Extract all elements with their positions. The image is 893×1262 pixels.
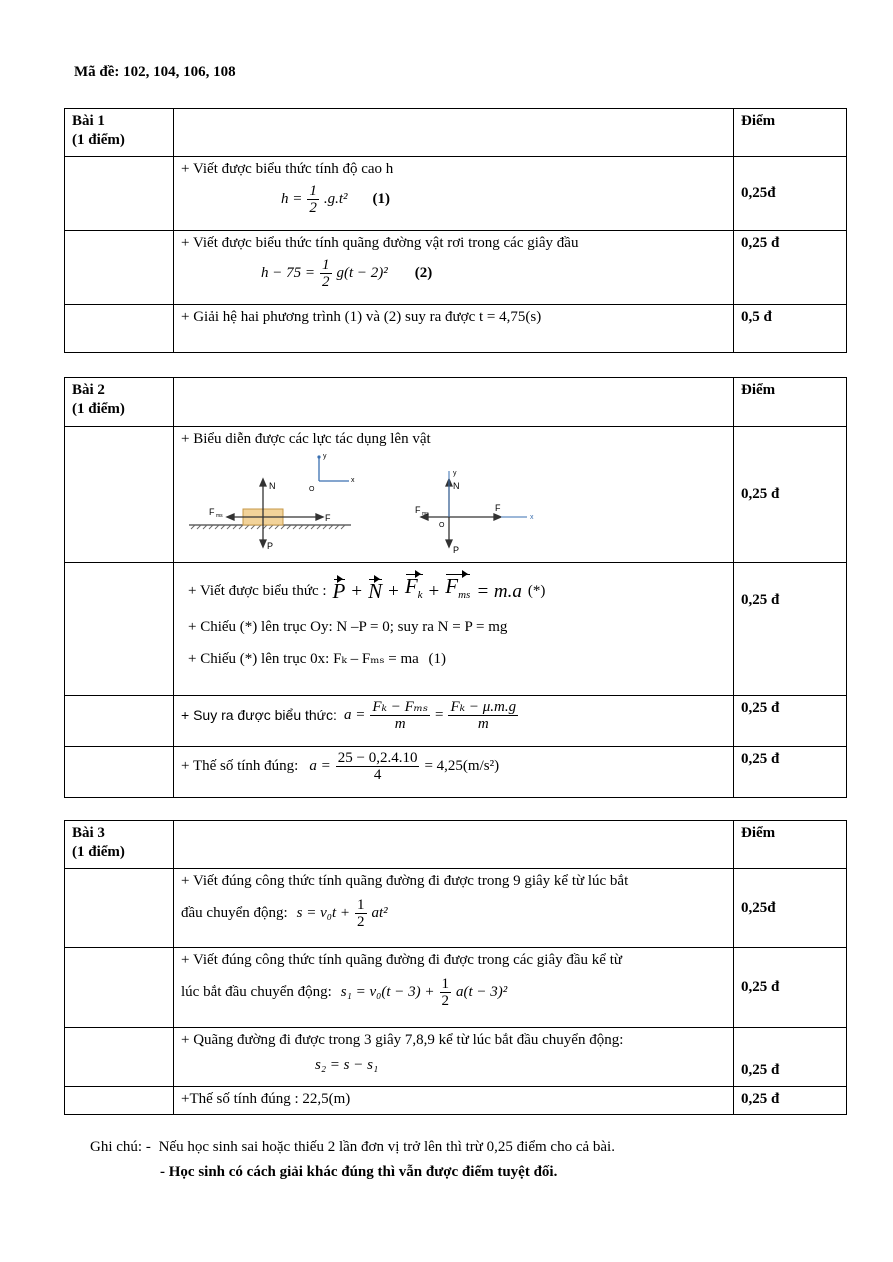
bai1-header-empty xyxy=(174,109,734,157)
svg-text:ms: ms xyxy=(216,513,223,519)
svg-text:N: N xyxy=(453,481,460,491)
bai3-row3: + Quãng đường đi được trong 3 giây 7,8,9 kể từ lúc bắt đầu chuyển động: s₂ = s − s₁ xyxy=(174,1028,734,1087)
svg-text:x: x xyxy=(530,514,534,521)
bai1-formula-1: h = $\frac{1}{2}$ .g.t² (1) xyxy=(281,183,391,216)
force-diagram xyxy=(181,449,541,559)
svg-text:F: F xyxy=(209,507,215,517)
bai2-row4: + Thế số tính đúng: a = $\frac{25 - 0,2.4.10}{4}$ = 4,25(m/s²) xyxy=(174,747,734,798)
bai2-score-3: 0,25 đ xyxy=(734,696,847,747)
bai2-table xyxy=(64,377,847,798)
bai2-row1 xyxy=(174,427,734,563)
bai2-title: Bài 2 xyxy=(72,382,105,398)
bai1-row3-text: + Giải hệ hai phương trình (1) và (2) suy ra được t = 4,75(s) xyxy=(174,305,734,353)
bai3-table xyxy=(64,820,847,1115)
bai1-row1 xyxy=(174,157,734,231)
axes-icon xyxy=(319,457,349,481)
bai2-row2 xyxy=(174,563,734,696)
bai2-score-4: 0,25 đ xyxy=(734,747,847,798)
bai1-table xyxy=(64,108,847,353)
svg-text:O: O xyxy=(439,522,445,529)
svg-text:F: F xyxy=(415,505,421,515)
bai1-tag-1: (1) xyxy=(372,191,391,207)
note-line-2: - Học sinh có cách giải khác đúng thì vẫn được điểm tuyệt đối. xyxy=(160,1164,558,1180)
bai2-score-2: 0,25 đ xyxy=(734,563,847,696)
bai1-title: Bài 1 xyxy=(72,113,105,129)
bai1-formula-2: h − 75 = $\frac{1}{2}$ g(t − 2)² (2) xyxy=(261,257,433,290)
note-line-1: Ghi chú: - Nếu học sinh sai hoặc thiếu 2 lần đơn vị trở lên thì trừ 0,25 điểm cho cả bài. xyxy=(90,1139,615,1155)
bai1-score-2: 0,25 đ xyxy=(734,231,847,305)
bai2-row2-line3: + Chiếu (*) lên trục 0x: Fₖ – Fₘₛ = ma (1) xyxy=(188,651,447,668)
bai1-row2-text: + Viết được biểu thức tính quãng đường vật rơi trong các giây đầu xyxy=(181,235,579,251)
svg-text:F: F xyxy=(325,513,331,523)
bai1-diem-header: Điểm xyxy=(734,109,847,157)
bai3-score-3: 0,25 đ xyxy=(734,1028,847,1087)
bai3-row2: + Viết đúng công thức tính quãng đường đi được trong các giây đầu kể từ lúc bắt đầu chuyển động: s₁ = v₀(t − 3) + $\frac{1}{2}$ a(t − 3)² xyxy=(174,948,734,1028)
bai2-vector-equation: + Viết được biểu thức : P + N + $F_k$ + $F_{ms}$ = m.a (*) xyxy=(188,577,726,605)
bai1-score-3: 0,5 đ xyxy=(734,305,847,353)
bai1-points: (1 điểm) xyxy=(72,132,125,148)
bai3-row4-text: +Thế số tính đúng : 22,5(m) xyxy=(174,1087,734,1115)
svg-text:x: x xyxy=(351,477,355,484)
bai1-tag-2: (2) xyxy=(414,265,433,281)
bai2-row3: + Suy ra được biểu thức: a = Fₖ − Fₘₛ m = $\frac{\text{Fₖ − μ.m.g}}{m}$ xyxy=(174,696,734,747)
svg-text:P: P xyxy=(267,541,274,551)
bai3-title-cell xyxy=(65,821,174,869)
bai3-score-4: 0,25 đ xyxy=(734,1087,847,1115)
bai3-formula-s2: s₂ = s − s₁ xyxy=(315,1057,379,1073)
bai2-row2-line2: + Chiếu (*) lên trục Oy: N –P = 0; suy ra N = P = mg xyxy=(188,619,508,636)
bai3-score-1: 0,25đ xyxy=(734,869,847,948)
bai2-diem-header: Điểm xyxy=(734,378,847,427)
svg-text:F: F xyxy=(495,503,501,513)
svg-text:y: y xyxy=(453,470,457,477)
bai1-row1-text: + Viết được biểu thức tính độ cao h xyxy=(181,161,394,177)
bai2-title-cell xyxy=(65,378,174,427)
exam-codes-heading: Mã đề: 102, 104, 106, 108 xyxy=(74,64,236,80)
svg-text:O: O xyxy=(309,486,315,493)
bai3-row1: + Viết đúng công thức tính quãng đường đi được trong 9 giây kể từ lúc bắt đầu chuyển động: s = v₀t + $\frac{1}{2}$ at² xyxy=(174,869,734,948)
bai3-title: Bài 3 xyxy=(72,825,105,841)
bai2-row2-prefix: + Viết được biểu thức : xyxy=(188,582,327,599)
svg-text:P: P xyxy=(453,545,460,555)
bai3-diem-header: Điểm xyxy=(734,821,847,869)
bai3-score-2: 0,25 đ xyxy=(734,948,847,1028)
svg-text:N: N xyxy=(269,481,276,491)
bai1-score-1: 0,25đ xyxy=(734,157,847,231)
bai2-points: (1 điểm) xyxy=(72,401,125,417)
bai1-title-cell xyxy=(65,109,174,157)
bai3-points: (1 điểm) xyxy=(72,844,125,860)
svg-text:y: y xyxy=(323,453,327,460)
bai2-score-1: 0,25 đ xyxy=(734,427,847,563)
bai2-row1-text: + Biểu diễn được các lực tác dụng lên vật xyxy=(181,431,431,447)
bai1-row2 xyxy=(174,231,734,305)
svg-text:ms: ms xyxy=(422,511,429,517)
